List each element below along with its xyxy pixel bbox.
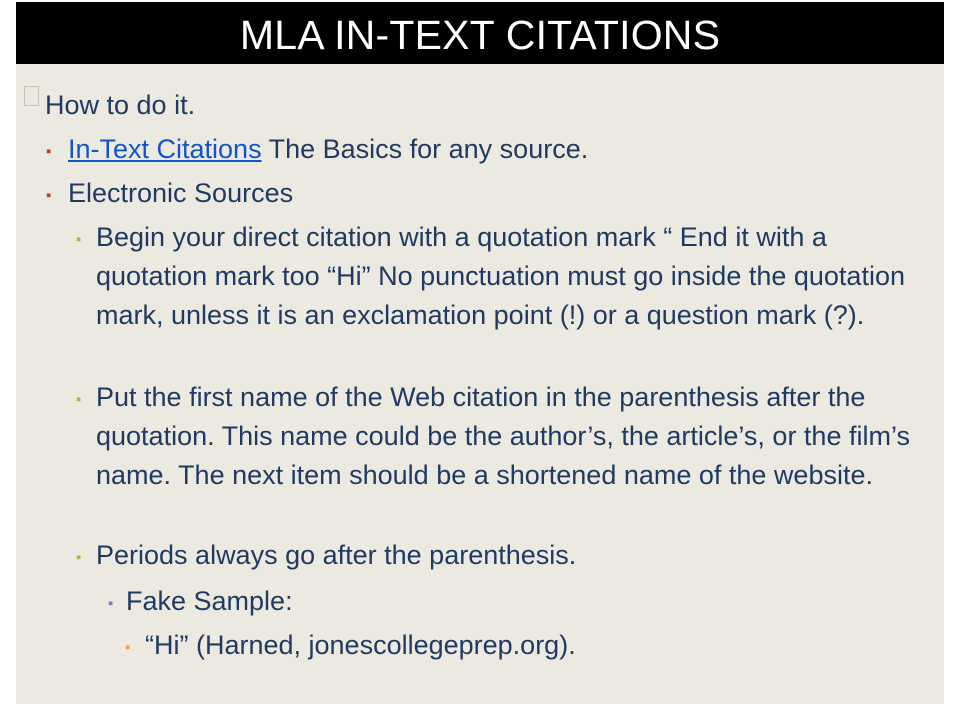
in-text-citations-link[interactable]: In-Text Citations <box>68 134 262 164</box>
square-bullet-icon: ▪ <box>76 391 82 408</box>
sub5-text: “Hi” (Harned, jonescollegeprep.org). <box>145 630 576 660</box>
square-bullet-icon: ▪ <box>46 187 52 204</box>
slide-title: MLA IN-TEXT CITATIONS <box>239 11 721 58</box>
list-item-level3 <box>76 218 942 335</box>
square-bullet-icon: ▪ <box>125 639 131 656</box>
sub4-text: Fake Sample: <box>126 586 293 616</box>
square-bullet-icon: ▪ <box>46 143 52 160</box>
level1-text: How to do it. <box>45 90 196 120</box>
list-item-level2 <box>46 174 293 213</box>
title-bar <box>16 2 944 64</box>
list-item-level3 <box>76 536 576 575</box>
sub3-text: Periods always go after the parenthesis. <box>96 540 577 570</box>
list-item-level1 <box>24 86 195 125</box>
item1-description: The Basics for any source. <box>261 134 589 164</box>
sub2-text: Put the first name of the Web citation in the parenthesis after the quotation. This name could be the author’s, the article’s, or the film’s name. The next item should be a shortened name of the website. <box>96 382 910 490</box>
sub1-text: Begin your direct citation with a quotation mark “ End it with a quotation mark too “Hi” No punctuation must go inside the quotation mark, unless it is an exclamation point (!) or a question mark (?). <box>96 222 905 330</box>
square-bullet-icon: ▪ <box>108 595 114 612</box>
item2-text: Electronic Sources <box>68 178 294 208</box>
square-bullet-icon: ▪ <box>76 549 82 566</box>
item1-text <box>68 130 588 169</box>
list-item-level3 <box>76 378 942 495</box>
list-item-level4 <box>108 582 293 621</box>
slide <box>16 2 944 704</box>
missing-glyph-icon <box>24 86 39 106</box>
list-item-level2 <box>46 130 588 169</box>
list-item-level5 <box>125 626 576 665</box>
square-bullet-icon: ▪ <box>76 231 82 248</box>
